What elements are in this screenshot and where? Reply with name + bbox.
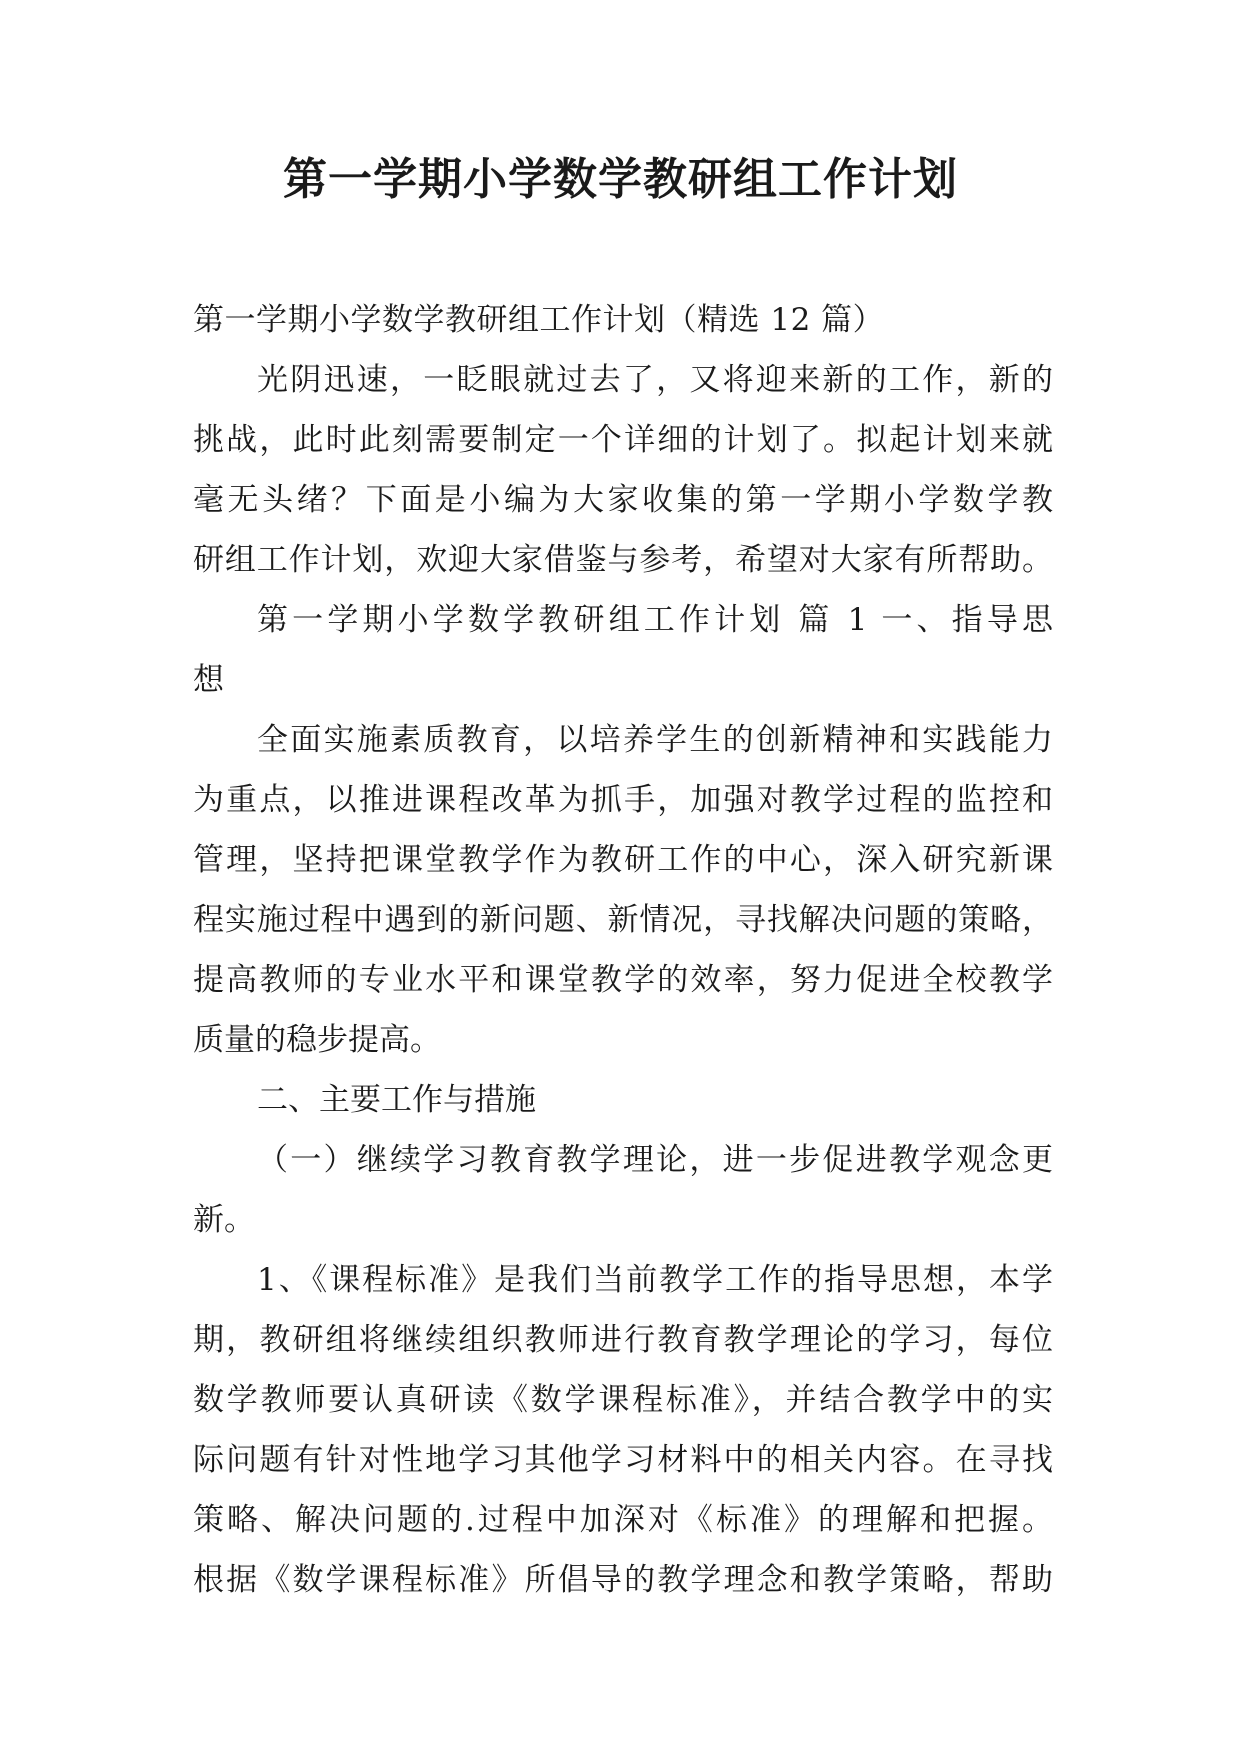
document-body — [193, 290, 1053, 1610]
section-heading-line: 想 — [193, 662, 224, 698]
paragraph-line: 质量的稳步提高。 — [193, 1022, 441, 1058]
subsection-heading-line: （一）继续学习教育教学理论，进一步促进教学观念更 — [257, 1142, 1053, 1178]
paragraph-line: 光阴迅速，一眨眼就过去了，又将迎来新的工作，新的 — [257, 362, 1053, 398]
paragraph-line: 策略、解决问题的.过程中加深对《标准》的理解和把握。 — [193, 1502, 1053, 1538]
paragraph-line: 全面实施素质教育，以培养学生的创新精神和实践能力 — [257, 722, 1053, 758]
paragraph-line: 为重点，以推进课程改革为抓手，加强对教学过程的监控和 — [193, 782, 1053, 818]
paragraph-line: 管理，坚持把课堂教学作为教研工作的中心，深入研究新课 — [193, 842, 1053, 878]
paragraph-line: 程实施过程中遇到的新问题、新情况，寻找解决问题的策略， — [193, 902, 1053, 938]
paragraph-line: 挑战，此时此刻需要制定一个详细的计划了。拟起计划来就 — [193, 422, 1053, 458]
paragraph-line: 期，教研组将继续组织教师进行教育教学理论的学习，每位 — [193, 1322, 1053, 1358]
section-heading-line: 第一学期小学数学教研组工作计划 篇 1 一、指导思 — [257, 602, 1053, 638]
subsection-heading-line: 新。 — [193, 1202, 255, 1238]
document-title: 第一学期小学数学教研组工作计划 — [283, 154, 958, 205]
document-subtitle: 第一学期小学数学教研组工作计划（精选 12 篇） — [193, 302, 885, 338]
paragraph-line: 根据《数学课程标准》所倡导的教学理念和教学策略，帮助 — [193, 1562, 1053, 1598]
section-heading: 二、主要工作与措施 — [257, 1082, 536, 1118]
paragraph-line: 毫无头绪？下面是小编为大家收集的第一学期小学数学教 — [193, 482, 1053, 518]
paragraph-line: 数学教师要认真研读《数学课程标准》，并结合教学中的实 — [193, 1382, 1053, 1418]
paragraph-line: 研组工作计划，欢迎大家借鉴与参考，希望对大家有所帮助。 — [193, 542, 1053, 578]
paragraph-line: 际问题有针对性地学习其他学习材料中的相关内容。在寻找 — [193, 1442, 1053, 1478]
paragraph-line: 1、《课程标准》是我们当前教学工作的指导思想，本学 — [257, 1262, 1053, 1298]
paragraph-line: 提高教师的专业水平和课堂教学的效率，努力促进全校教学 — [193, 962, 1053, 998]
